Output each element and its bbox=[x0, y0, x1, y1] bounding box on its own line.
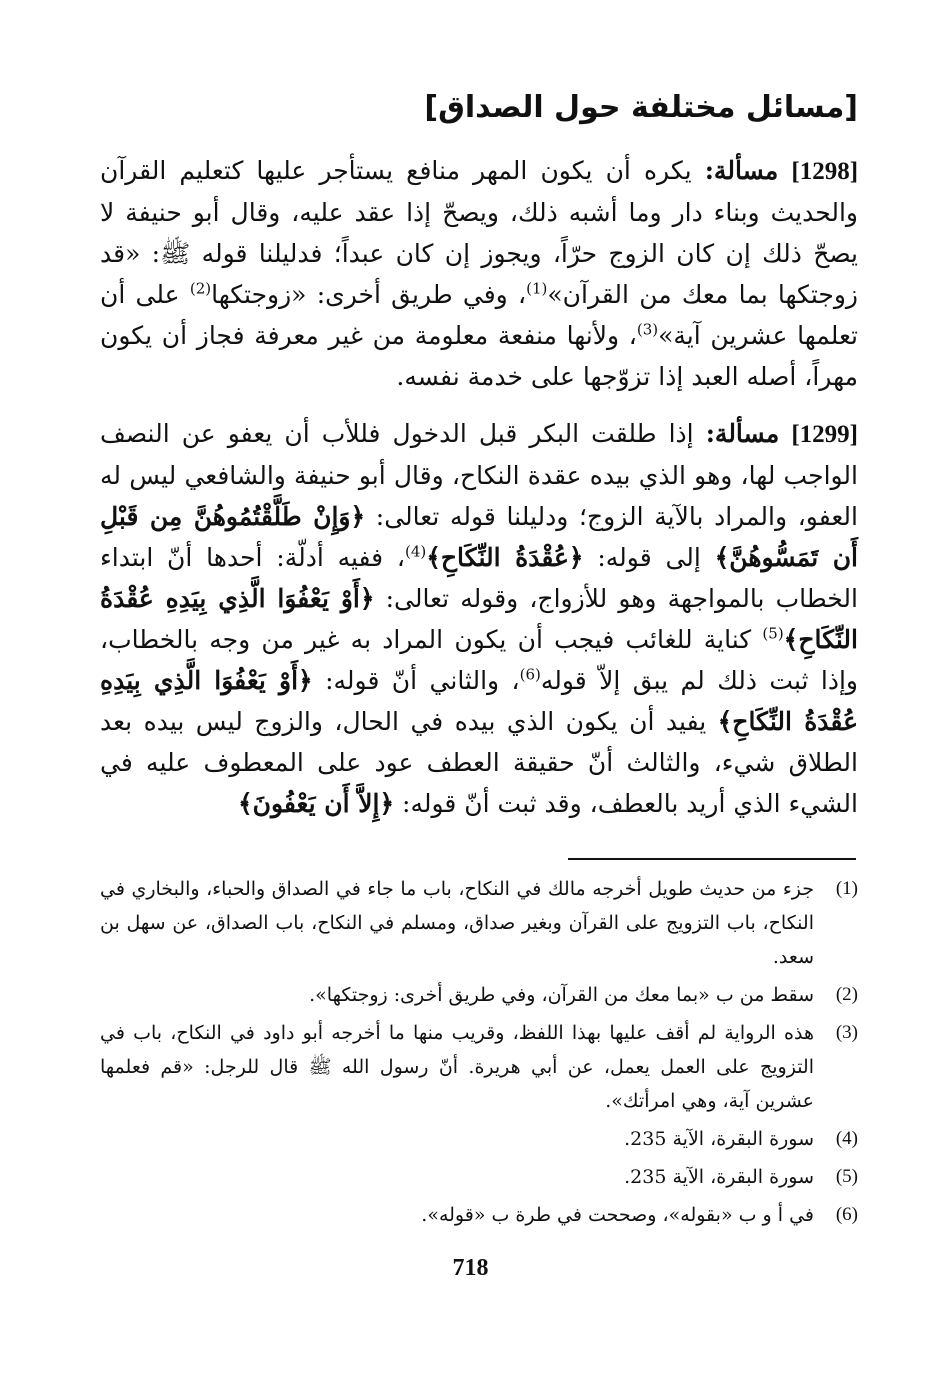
footnote-text: جزء من حديث طويل أخرجه مالك في النكاح، باب ما جاء في الصداق والحباء، والبخاري في النكاح، باب التزويج على القرآن وبغير صداق، ومسلم في النكاح، باب الصداق، عن سهل بن سعد. bbox=[100, 878, 814, 968]
footnote-ref: (5) bbox=[762, 624, 784, 643]
footnote-text: سورة البقرة، الآية 235. bbox=[624, 1128, 814, 1150]
footnote-text: هذه الرواية لم أقف عليها بهذا اللفظ، وقريب منها ما أخرجه أبو داود في النكاح، باب في التزويج على العمل يعمل، عن أبي هريرة. أنّ رسول الله ﷺ قال للرجل: «قم فعلمها عشرين آية، وهي امرأتك». bbox=[100, 1022, 814, 1112]
issue-text: على أن تعلمها عشرين آية» bbox=[100, 280, 859, 350]
section-heading: [مسائل مختلفة حول الصداق] bbox=[424, 90, 858, 125]
page-number: 718 bbox=[452, 1255, 489, 1281]
footnote-text: سقط من ب «بما معك من القرآن، وفي طريق أخرى: زوجتكها». bbox=[309, 984, 814, 1006]
footnote-ref: (2) bbox=[189, 279, 212, 298]
footnote-text: في أ و ب «بقوله»، وصححت في طرة ب «قوله». bbox=[421, 1204, 814, 1226]
footnote-number: (4) bbox=[835, 1128, 858, 1149]
issue-1298 bbox=[100, 150, 858, 397]
footnote-ref: (1) bbox=[526, 279, 548, 298]
footnote bbox=[100, 872, 858, 974]
issue-text: إذا طلقت البكر قبل الدخول فللأب أن يعفو عن النصف الواجب لها، وهو الذي بيده عقدة النكاح، وقال أبو حنيفة والشافعي ليس له العفو، والمراد بالآية الزوج؛ ودليلنا قوله تعالى: bbox=[100, 419, 858, 531]
footnote bbox=[100, 1122, 858, 1156]
issue-text: ، والثاني أنّ قوله: bbox=[312, 666, 520, 695]
issue-text: ، ففيه أدلّة: أحدها أنّ ابتداء الخطاب بالمواجهة وهو للأزواج، وقوله تعالى: bbox=[100, 543, 858, 613]
issue-number: [1298] bbox=[791, 158, 859, 185]
footnote-divider bbox=[568, 858, 856, 860]
issue-text: ، وفي طريق أخرى: «زوجتكها bbox=[211, 280, 527, 309]
issue-label: مسألة: bbox=[704, 156, 779, 185]
footnote-ref: (3) bbox=[636, 320, 659, 339]
issue-text: ، ولأنها منفعة معلومة من غير معرفة فجاز أن يكون مهراً، أصله العبد إذا تزوّجها على خدمة نفسه. bbox=[100, 321, 858, 391]
footnote-ref: (4) bbox=[405, 542, 427, 561]
footnote-number: (2) bbox=[835, 984, 858, 1005]
issue-text: يفيد أن يكون الذي بيده في الحال، والزوج ليس بيده بعد الطلاق شيء، والثالث أنّ حقيقة العطف عود على المعطوف عليه في الشيء الذي أريد بالعطف، وقد ثبت أنّ قوله: bbox=[100, 707, 858, 818]
issue-label: مسألة: bbox=[705, 419, 780, 448]
footnote bbox=[100, 978, 858, 1012]
issue-text: كناية للغائب فيجب أن يكون المراد به غير من وجه بالخطاب، وإذا ثبت ذلك لم يبق إلاّ قوله bbox=[100, 625, 858, 695]
quran-quote: ﴿أَوْ يَعْفُوَا الَّذِي بِيَدِهِ عُقْدَةُ النِّكَاحِ﴾ bbox=[100, 666, 858, 736]
footnote-ref: (6) bbox=[519, 665, 541, 684]
footnote-number: (6) bbox=[835, 1204, 858, 1225]
quran-quote: ﴿إِلاَّ أَن يَعْفُونَ﴾ bbox=[237, 789, 395, 818]
issue-number: [1299] bbox=[791, 421, 858, 448]
quran-quote: ﴿عُقْدَةُ النِّكَاحِ﴾ bbox=[426, 543, 584, 572]
footnotes bbox=[100, 872, 858, 1236]
page-body bbox=[100, 88, 858, 840]
quran-quote: ﴿وَإِنْ طَلَّقْتُمُوهُنَّ مِن قَبْلِ أَن تَمَسُّوهُنَّ﴾ bbox=[100, 502, 858, 572]
footnote-number: (3) bbox=[835, 1022, 858, 1043]
footnote-number: (5) bbox=[835, 1166, 858, 1187]
footnote bbox=[100, 1016, 858, 1118]
footnote-text: سورة البقرة، الآية 235. bbox=[624, 1166, 814, 1188]
issue-text: إلى قوله: bbox=[583, 543, 715, 572]
footnote bbox=[100, 1160, 858, 1194]
quran-quote: ﴿أَوْ يَعْفُوَا الَّذِي بِيَدِهِ عُقْدَةُ النِّكَاحِ﴾ bbox=[100, 584, 858, 654]
footnote bbox=[100, 1198, 858, 1232]
footnote-number: (1) bbox=[835, 878, 858, 899]
issue-1299 bbox=[100, 413, 858, 824]
issue-text: يكره أن يكون المهر منافع يستأجر عليها كتعليم القرآن والحديث وبناء دار وما أشبه ذلك، ويصحّ إذا عقد عليه، وقال أبو حنيفة لا يصحّ ذلك إن كان الزوج حرّاً، ويجوز إن كان عبداً؛ فدليلنا قوله ﷺ: «قد زوجتكها بما معك من القرآن» bbox=[100, 156, 858, 309]
